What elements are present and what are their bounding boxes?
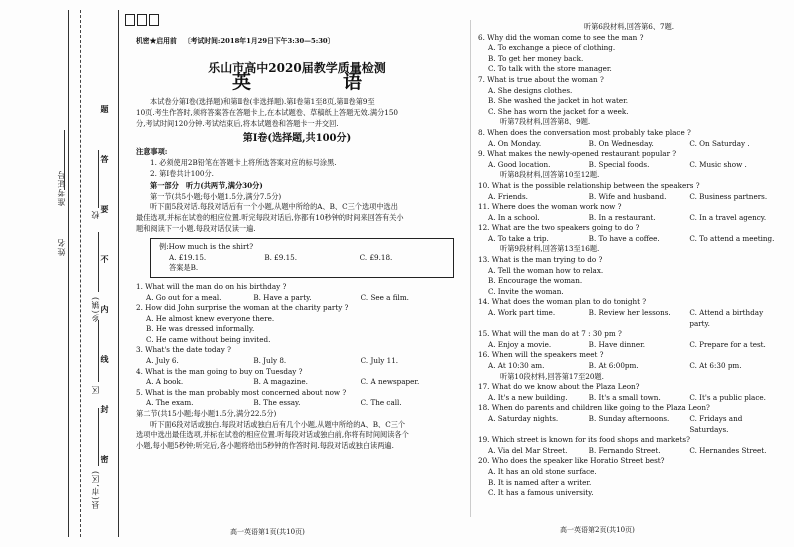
right-column [478, 22, 780, 499]
question-text: 5. What is the man probably most concerned about now ? [136, 387, 347, 397]
question-text: 6. Why did the woman come to see the man ? [478, 32, 644, 42]
page-divider [470, 20, 471, 517]
question-text: 2. How did John surprise the woman at the charity party ? [136, 303, 349, 313]
question-text: 1. What will the man do on his birthday ? [136, 281, 287, 291]
margin-line-inner [118, 10, 119, 537]
question-item [478, 435, 780, 456]
option-row [478, 160, 780, 171]
question-text: 4. What is the man going to buy on Tuesday ? [136, 366, 303, 376]
notice-item: 2. 第Ⅰ卷共计100分. [150, 168, 214, 178]
option-row [478, 340, 780, 351]
question-text: 8. When does the conversation most probably take place ? [478, 127, 691, 137]
question-item [478, 202, 780, 223]
option: C. The call. [360, 398, 402, 408]
option: A. Friends. [488, 191, 528, 201]
question-text: 9. What makes the newly-opened restaurant popular ? [478, 149, 677, 159]
option-row [478, 361, 780, 372]
option: A. To take a trip. [488, 233, 549, 243]
question-item [478, 297, 780, 329]
margin-dashed-line [80, 10, 81, 537]
county-blank [98, 408, 99, 466]
listen-instruction: 听第8段材料,回答第10至12题. [500, 170, 600, 180]
listen-instruction: 听第10段材料,回答第17至20题. [500, 371, 604, 381]
option: C. He came without being invited. [146, 334, 271, 344]
example-answer: 答案是B. [169, 263, 199, 273]
option: C. On Saturday . [689, 138, 750, 148]
option: A. It's a new building. [488, 392, 568, 402]
option-row [136, 293, 458, 304]
district-label: 区 [91, 385, 100, 394]
question-item [478, 403, 780, 435]
question-text: 20. Who does the speaker like Horatio Street best? [478, 456, 665, 466]
option-row [136, 398, 458, 409]
option: A. In a school. [488, 212, 540, 222]
option: A. Via del Mar Street. [488, 445, 568, 455]
right-questions [478, 33, 780, 499]
seal-word: 内 [100, 305, 110, 313]
sub2-line: 听下面6段对话或独白.每段对话或独白后有几个小题,从题中所给的A、B、C三个 [150, 419, 406, 429]
exam-no-label: 准考证号 [57, 170, 66, 206]
option: B. In a restaurant. [588, 212, 656, 222]
example-question: 例:How much is the shirt? [159, 242, 254, 252]
question-text: 14. What does the woman plan to do tonight ? [478, 297, 647, 307]
option: B. The essay. [253, 398, 301, 408]
margin-line [68, 10, 69, 537]
intro-line: 本试卷分第Ⅰ卷(选择题)和第Ⅱ卷(非选择题).第Ⅰ卷第1至8页,第Ⅱ卷第9至 [150, 96, 375, 106]
option: C. Attend a birthday party. [689, 308, 764, 328]
option: C. It has a famous university. [488, 488, 594, 498]
option: A. Work part time. [488, 308, 556, 318]
intro-text [136, 96, 458, 129]
option: B. Fernando Street. [588, 445, 661, 455]
question-item [136, 367, 458, 388]
school-blank [98, 150, 99, 208]
left-questions [136, 282, 458, 409]
sub2-head: 第二节(共15小题;每小题1.5分,满分22.5分) [136, 409, 277, 419]
footer-right: 高一英语第2页(共10页) [560, 526, 635, 534]
option: A. Saturday nights. [488, 413, 559, 423]
option: A. He almost knew everyone there. [146, 313, 275, 323]
example-option: C. £9.18. [359, 252, 393, 262]
option: B. Encourage the woman. [488, 276, 583, 286]
district-blank [98, 320, 99, 382]
notice-head: 注意事项: [136, 147, 168, 157]
question-text: 18. When do parents and children like going to the Plaza Leon? [478, 403, 710, 413]
intro-line: 10页.考生作答时,须将答案答在答题卡上,在本试题卷、草稿纸上答题无效.满分150 [136, 107, 399, 117]
option-row [478, 192, 780, 203]
seal-word: 题 [100, 105, 110, 113]
option: B. To get her money back. [488, 53, 584, 63]
seal-word: 不 [100, 255, 110, 263]
example-options [159, 253, 445, 264]
seat-box [137, 14, 147, 26]
question-item [136, 303, 458, 345]
listen-instruction: 听第9段材料,回答第13至16题. [500, 244, 600, 254]
option: B. It's a small town. [588, 392, 661, 402]
sub1-line: 最佳选项,并标在试卷的相应位置.听完每段对话后,你都有10秒钟的时间来回答有关小 [136, 212, 404, 222]
seal-word: 封 [100, 405, 110, 413]
example-option: B. £9.15. [264, 252, 298, 262]
listen-instruction: 听第6段材料,回答第6、7题. [583, 22, 675, 31]
question-text: 10. What is the possible relationship between the speakers ? [478, 180, 700, 190]
question-text: 17. What do we know about the Plaza Leon? [478, 382, 640, 392]
option: B. A magazine. [253, 377, 308, 387]
option: B. She washed the jacket in hot water. [488, 96, 629, 106]
option: C. To attend a meeting. [689, 233, 775, 243]
option: C. At 6:30 pm. [689, 361, 742, 370]
question-item [478, 128, 780, 149]
option: A. Enjoy a movie. [488, 339, 552, 349]
seal-word: 要 [100, 205, 110, 213]
option: C. It's a public place. [689, 392, 766, 402]
option: B. Wife and husband. [588, 191, 667, 201]
option-row [136, 377, 458, 388]
intro-line: 分,考试时间120分钟.考试结束后,将本试题卷和答题卡一并交回. [136, 118, 339, 128]
section1-title: 第一部分 听力(共两节,满分30分) [150, 181, 263, 191]
question-item [478, 350, 780, 371]
question-item [478, 329, 780, 350]
option: C. Business partners. [689, 191, 768, 201]
question-text: 16. When will the speakers meet ? [478, 350, 604, 360]
option-row [478, 308, 780, 329]
option: B. Have dinner. [588, 339, 646, 349]
option: C. In a travel agency. [689, 212, 767, 222]
example-box [150, 238, 454, 278]
township-label: 乡(镇) [91, 296, 100, 323]
option-row [478, 213, 780, 224]
sub1-head: 第一节(共5小题;每小题1.5分,满分7.5分) [150, 191, 282, 201]
option: B. To have a coffee. [588, 233, 660, 243]
seal-word: 答 [100, 155, 110, 163]
sub2-line: 选项中选出最佳选项,并标在试卷的相应位置.听每段对话或独白前,你将有时间阅读各个 [136, 430, 409, 440]
question-text: 7. What is true about the woman ? [478, 74, 604, 84]
left-column [136, 36, 458, 451]
question-text: 13. What is the man trying to do ? [478, 255, 603, 265]
question-item [478, 382, 780, 403]
option: B. Review her lessons. [588, 308, 671, 318]
seal-word: 线 [100, 355, 110, 363]
question-text: 19. Which street is known for its food shops and markets? [478, 435, 690, 445]
binding-margin [0, 0, 118, 547]
option: C. She has worn the jacket for a week. [488, 106, 629, 116]
option: B. July 8. [253, 356, 287, 366]
question-item [136, 282, 458, 303]
exam-title: 乐山市高中2020届教学质量检测 [208, 60, 386, 75]
option: C. July 11. [360, 356, 399, 366]
option: C. See a film. [360, 292, 409, 302]
question-item [478, 255, 780, 297]
option-row [136, 356, 458, 367]
question-item [478, 223, 780, 244]
question-item [136, 345, 458, 366]
seat-number-boxes [125, 14, 159, 26]
seal-word: 密 [100, 455, 110, 463]
question-item [478, 456, 780, 498]
exam-header [136, 36, 458, 47]
option: B. On Wednesday. [588, 138, 654, 148]
school-label: 校 [91, 210, 100, 219]
question-item [478, 149, 780, 170]
option: A. Go out for a meal. [146, 292, 222, 302]
option: A. A book. [146, 377, 184, 387]
option: A. At 10:30 am. [488, 361, 545, 370]
option-row [478, 446, 780, 457]
option: C. Music show . [689, 159, 747, 169]
exam-time: 〔考试时间:2018年1月29日下午3:30—5:30〕 [183, 37, 335, 45]
option: C. To talk with the store manager. [488, 64, 612, 74]
option: A. It has an old stone surface. [488, 466, 597, 476]
option: A. She designs clothes. [488, 85, 573, 95]
question-item [136, 388, 458, 409]
subject-title: 英 语 [231, 71, 380, 94]
question-item [478, 181, 780, 202]
seat-box [125, 14, 135, 26]
exam-no-blank [64, 130, 65, 190]
notice-item: 1. 必须使用2B铅笔在答题卡上将所选答案对应的标号涂黑. [150, 157, 337, 167]
option-row [478, 393, 780, 404]
option: B. It is named after a writer. [488, 477, 592, 487]
footer-left: 高一英语第1页(共10页) [230, 528, 305, 536]
option: A. July 6. [146, 356, 179, 366]
question-item [478, 33, 780, 75]
question-item [478, 75, 780, 117]
sub1-line: 题和阅读下一小题.每段对话仅读一遍. [136, 223, 256, 233]
question-text: 15. What will the man do at 7 : 30 pm ? [478, 329, 622, 339]
option: A. Tell the woman how to relax. [488, 265, 604, 275]
name-label: 姓名 [57, 238, 66, 256]
option: B. At 6:00pm. [588, 361, 639, 370]
option: B. Have a party. [253, 292, 312, 302]
option: C. Prepare for a test. [689, 339, 766, 349]
option: C. Invite the woman. [488, 286, 564, 296]
part1-title: 第Ⅰ卷(选择题,共100分) [242, 132, 352, 144]
sub1-line: 听下面5段对话.每段对话后有一个小题,从题中所给的A、B、C三个选项中选出 [150, 202, 398, 212]
confidential-label: 机密★启用前 [136, 37, 177, 45]
seat-box [149, 14, 159, 26]
option: B. He was dressed informally. [146, 324, 255, 334]
option: A. Good location. [488, 159, 551, 169]
option-row [478, 234, 780, 245]
option: B. Sunday afternoons. [588, 413, 670, 423]
option: A. The exam. [146, 398, 194, 408]
sub2-line: 小题,每小题5秒钟;听完后,各小题将给出5秒钟的作答时间.每段对话或独白读两遍. [136, 440, 394, 450]
option-row [478, 139, 780, 150]
question-text: 3. What's the date today ? [136, 345, 231, 355]
option: A. On Monday. [488, 138, 542, 148]
option: A. To exchange a piece of clothing. [488, 43, 616, 53]
listen-instruction: 听第7段材料,回答第8、9题. [500, 117, 591, 127]
option-row [478, 414, 780, 435]
township-blank [98, 232, 99, 292]
option: C. Hernandes Street. [689, 445, 767, 455]
question-text: 11. Where does the woman work now ? [478, 202, 622, 212]
example-option: A. £19.15. [169, 252, 207, 262]
option: B. Special foods. [588, 159, 650, 169]
option: C. Fridays and Saturdays. [689, 413, 743, 434]
county-label: 县(市,区) [91, 470, 100, 509]
question-text: 12. What are the two speakers going to do ? [478, 223, 640, 233]
option: C. A newspaper. [360, 377, 420, 387]
